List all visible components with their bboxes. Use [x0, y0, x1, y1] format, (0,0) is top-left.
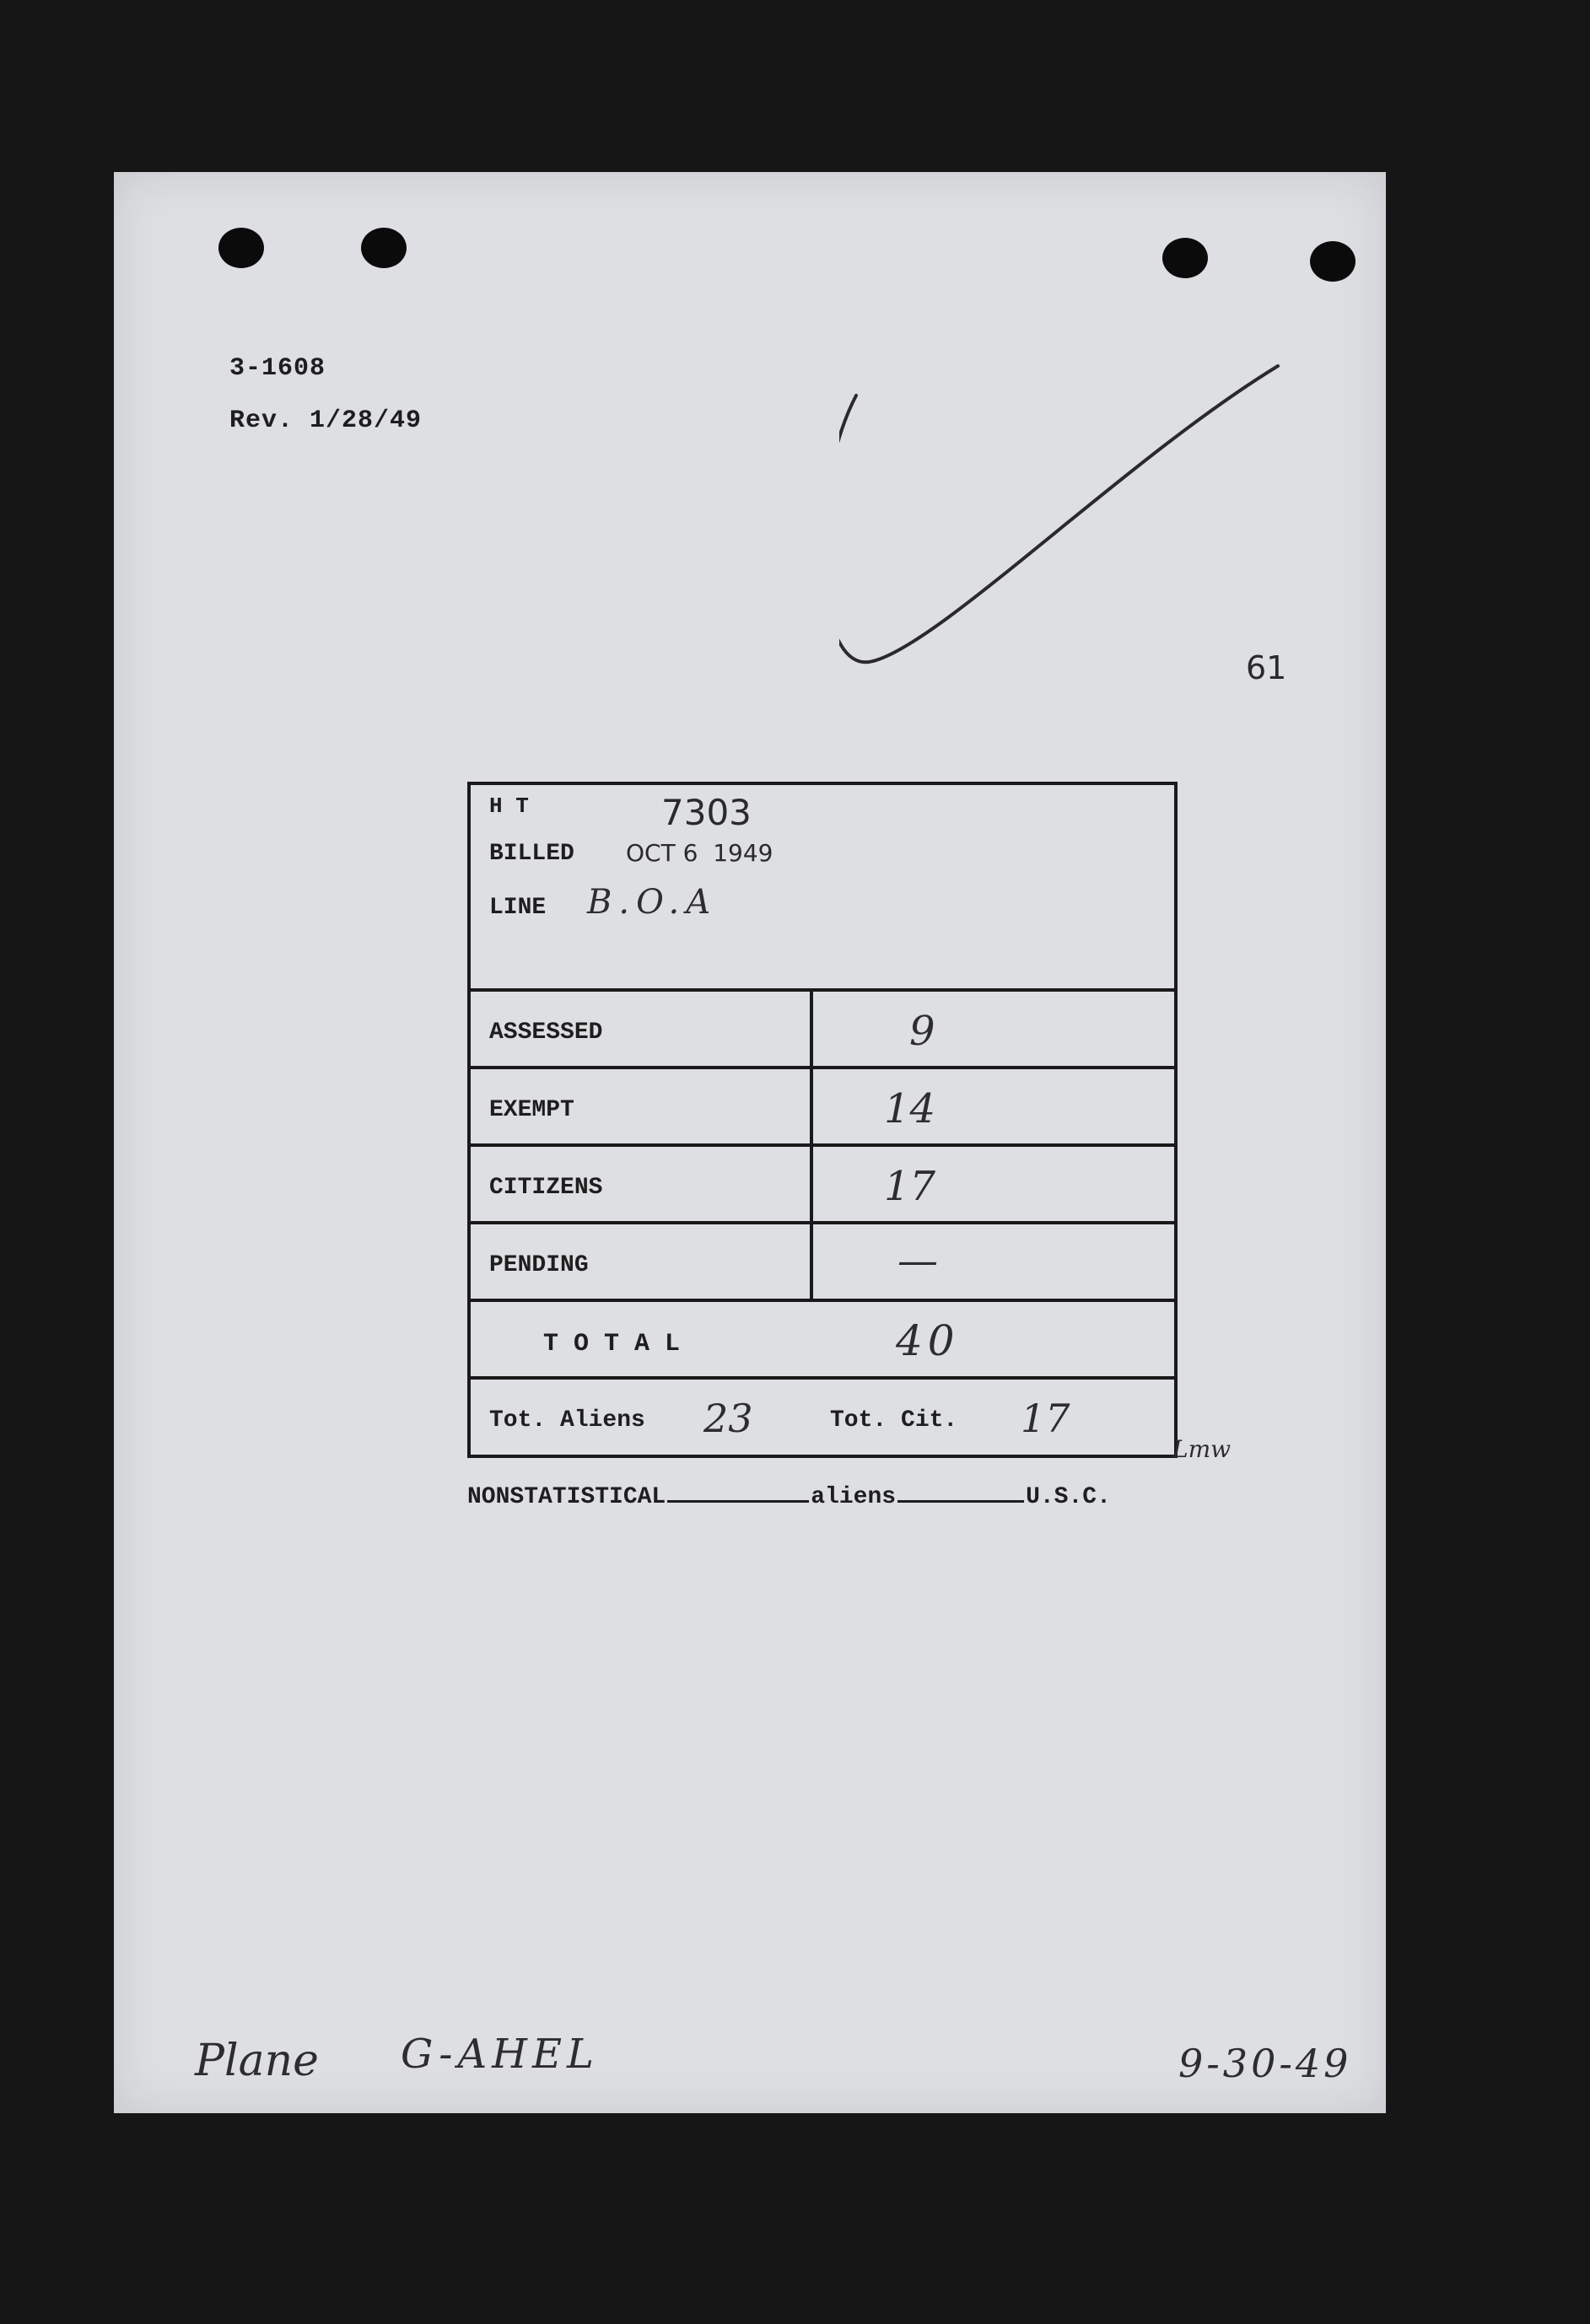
assessed-label: ASSESSED — [489, 1019, 603, 1046]
usc-label: U.S.C. — [1026, 1484, 1111, 1510]
pending-label: PENDING — [489, 1252, 589, 1278]
total-value: 40 — [896, 1316, 960, 1365]
punch-hole — [1162, 238, 1208, 278]
line-label: LINE — [489, 895, 547, 921]
tot-aliens-value: 23 — [703, 1396, 753, 1441]
total-label: T O T A L — [543, 1330, 681, 1358]
punch-hole — [361, 228, 407, 268]
exempt-label: EXEMPT — [489, 1097, 574, 1123]
nonstatistical-label: NONSTATISTICAL — [467, 1484, 666, 1510]
form-revision: Rev. 1/28/49 — [229, 406, 423, 435]
billed-date: OCT 6 1949 — [626, 839, 773, 867]
handwritten-date: 9-30-49 — [1178, 2041, 1352, 2086]
exempt-value: 14 — [884, 1085, 936, 1132]
line-value: B.O.A — [587, 883, 718, 922]
citizens-label: CITIZENS — [489, 1175, 603, 1201]
tot-aliens-label: Tot. Aliens — [489, 1407, 645, 1434]
pending-value: — — [897, 1237, 938, 1284]
nonstatistical-line — [467, 1484, 1111, 1510]
reviewer-initials: Lmw — [1172, 1435, 1232, 1463]
billed-label: BILLED — [489, 841, 574, 867]
punch-hole — [1310, 241, 1356, 282]
check-mark-icon — [839, 358, 1430, 712]
nonstatistical-blank — [667, 1500, 809, 1503]
aliens-label: aliens — [811, 1484, 897, 1510]
plane-label: Plane — [195, 2036, 319, 2086]
page-number: 61 — [1246, 649, 1287, 686]
billing-form-table — [467, 782, 1178, 1458]
citizens-value: 17 — [884, 1163, 936, 1210]
punch-hole — [218, 228, 264, 268]
form-number: 3-1608 — [229, 354, 326, 383]
assessed-value: 9 — [909, 1008, 935, 1055]
tot-cit-value: 17 — [1021, 1396, 1070, 1441]
plane-registration: G-AHEL — [401, 2031, 599, 2078]
ht-label: H T — [489, 793, 529, 819]
tot-cit-label: Tot. Cit. — [830, 1407, 958, 1434]
aliens-blank — [897, 1500, 1024, 1503]
ht-number: 7303 — [661, 792, 752, 833]
